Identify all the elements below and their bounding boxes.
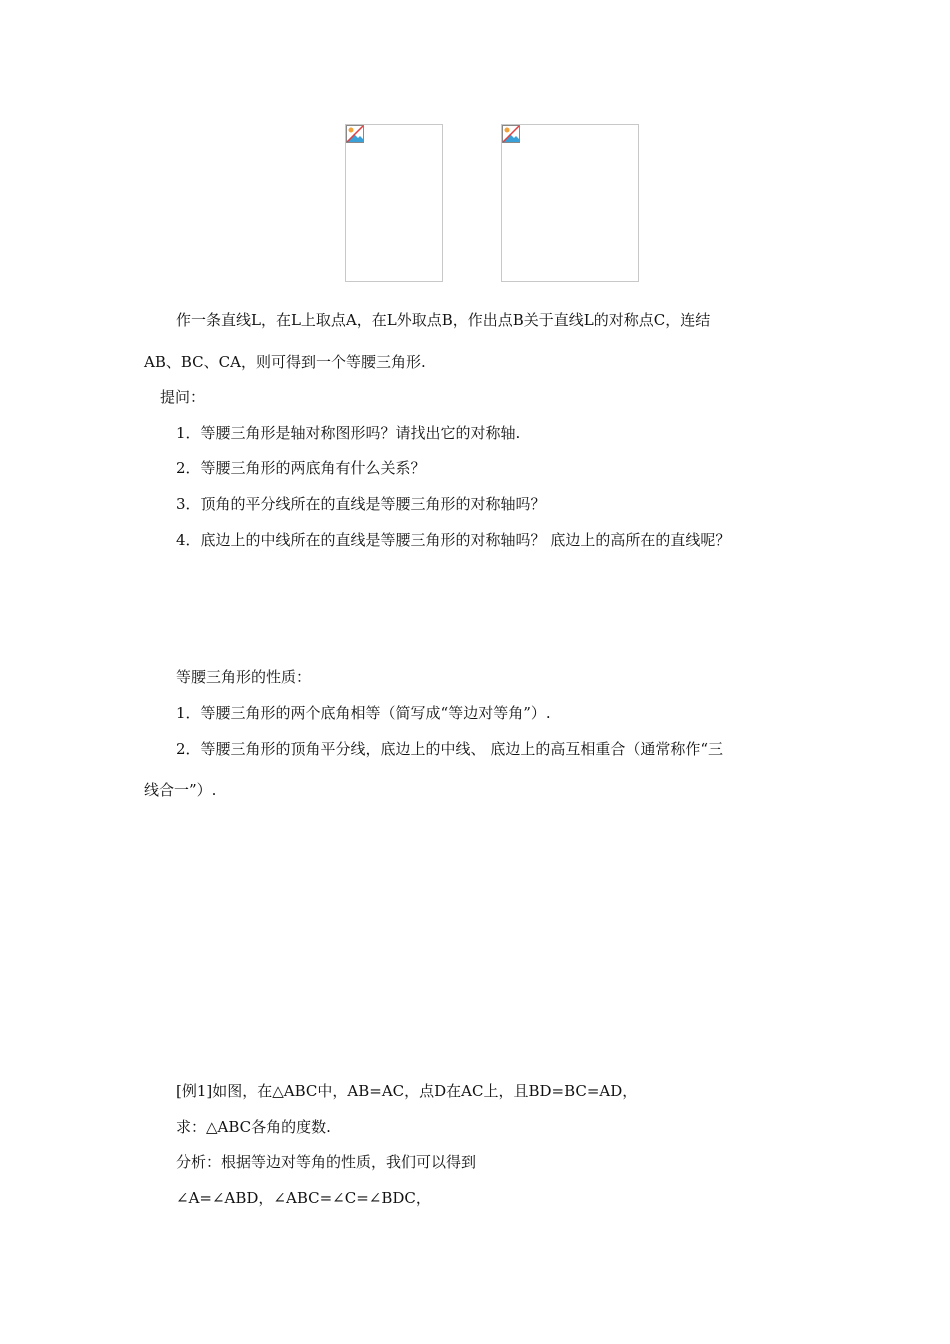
- analysis-text: 分析：根据等边对等角的性质，我们可以得到: [176, 1153, 477, 1171]
- broken-image-icon: [346, 125, 364, 143]
- property-1: 1．等腰三角形的两个底角相等（简写成“等边对等角”）.: [176, 704, 551, 722]
- broken-image-icon: [502, 125, 520, 143]
- figure-placeholder-1: [345, 124, 443, 282]
- property-title: 等腰三角形的性质：: [176, 668, 312, 686]
- question-3: 3．顶角的平分线所在的直线是等腰三角形的对称轴吗？: [176, 495, 546, 513]
- construction-text-line2: AB、BC、CA，则可得到一个等腰三角形.: [144, 353, 426, 371]
- property-2-line1: 2．等腰三角形的顶角平分线，底边上的中线、 底边上的高互相重合（通常称作“三: [176, 740, 723, 758]
- question-1: 1．等腰三角形是轴对称图形吗？请找出它的对称轴.: [176, 424, 521, 442]
- question-label: 提问：: [160, 388, 206, 406]
- question-2: 2．等腰三角形的两底角有什么关系？: [176, 459, 426, 477]
- figure-placeholder-2: [501, 124, 639, 282]
- question-4: 4．底边上的中线所在的直线是等腰三角形的对称轴吗？ 底边上的高所在的直线呢？: [176, 531, 731, 549]
- angle-relations: ∠A=∠ABD，∠ABC=∠C=∠BDC，: [176, 1189, 431, 1207]
- construction-text-line1: 作一条直线L，在L上取点A，在L外取点B，作出点B关于直线L的对称点C，连结: [176, 311, 711, 329]
- property-2-line2: 线合一”）.: [144, 781, 217, 799]
- example-line2: 求：△ABC各角的度数.: [176, 1118, 331, 1136]
- example-line1: [例1]如图，在△ABC中，AB=AC，点D在AC上，且BD=BC=AD，: [176, 1082, 638, 1100]
